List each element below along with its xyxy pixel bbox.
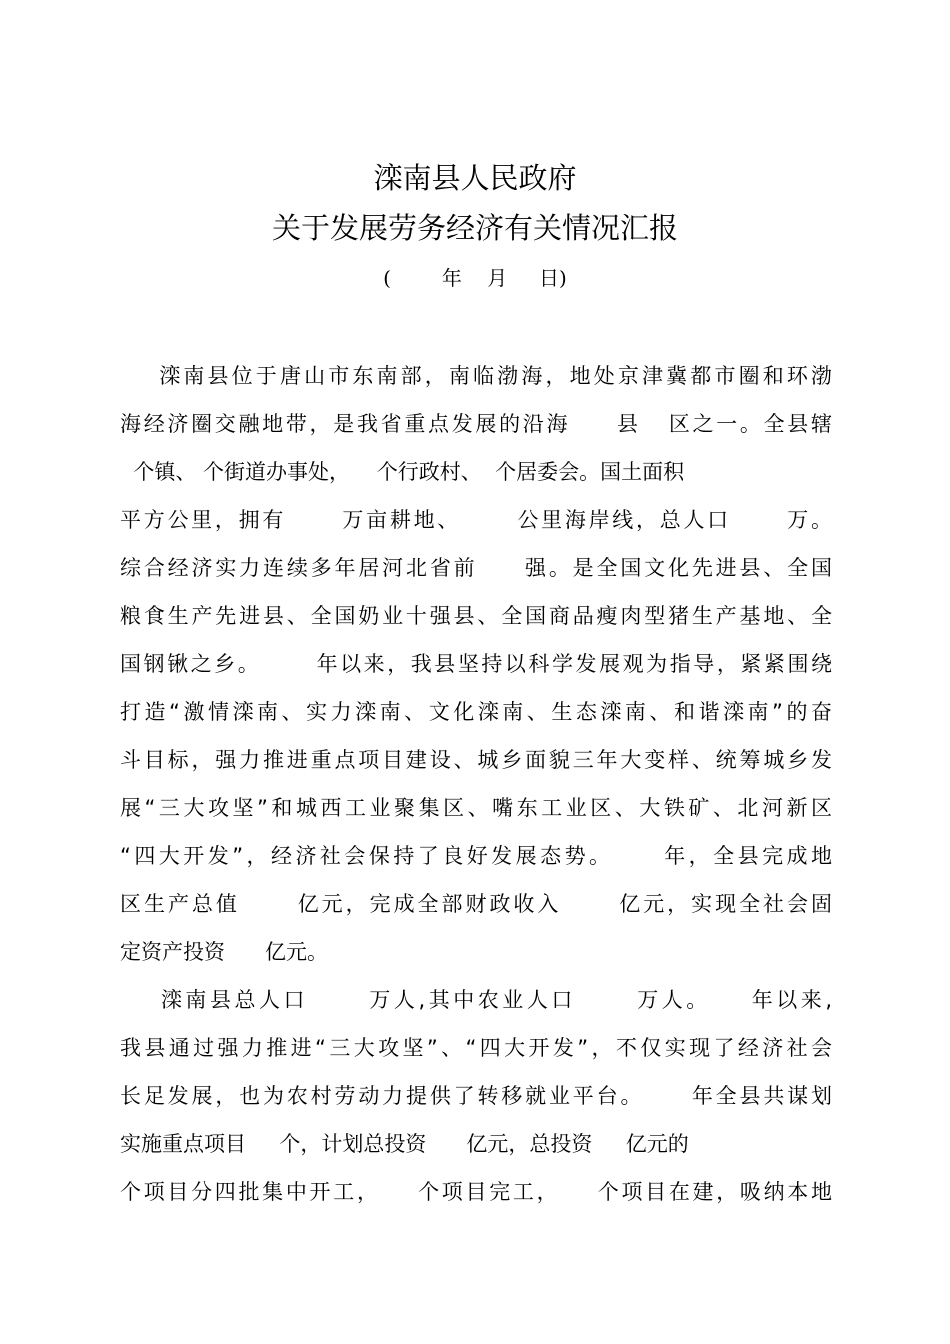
text-line: 区生产总值 亿元，完成全部财政收入 亿元，实现全社会固 [120,892,832,916]
text-line: 展“三大攻坚”和城西工业聚集区、嘴东工业区、大铁矿、北河新区 [120,796,832,820]
text-line: 个镇、 个街道办事处， 个行政村、 个居委会。国土面积 [120,460,685,484]
text-line: 个项目分四批集中开工， 个项目完工， 个项目在建，吸纳本地 [120,1180,832,1204]
text-line: “四大开发”，经济社会保持了良好发展态势。 年，全县完成地 [120,844,832,868]
text-line: 长足发展，也为农村劳动力提供了转移就业平台。 年全县共谋划 [120,1084,832,1108]
text-line: 我县通过强力推进“三大攻坚”、“四大开发”，不仅实现了经济社会 [120,1036,832,1060]
document-title-line2: 关于发展劳务经济有关情况汇报 [271,211,678,245]
text-line: 综合经济实力连续多年居河北省前 强。是全国文化先进县、全国 [120,556,832,580]
text-line: 滦南县总人口 万人,其中农业人口 万人。 年以来, [120,988,832,1012]
text-line: 平方公里，拥有 万亩耕地、 公里海岸线，总人口 万。 [120,508,832,532]
text-line: 定资产投资 亿元。 [120,940,329,964]
text-line: 实施重点项目 个，计划总投资 亿元，总投资 亿元的 [120,1132,689,1156]
document-date-line: ( 年 月 日) [383,266,567,290]
text-line: 滦南县位于唐山市东南部，南临渤海，地处京津冀都市圈和环渤 [120,364,832,388]
text-line: 粮食生产先进县、全国奶业十强县、全国商品瘦肉型猪生产基地、全 [120,604,832,628]
text-line: 海经济圈交融地带，是我省重点发展的沿海 县 区之一。全县辖 [120,412,832,436]
text-line: 斗目标，强力推进重点项目建设、城乡面貌三年大变样、统筹城乡发 [120,748,832,772]
document-title-line1: 滦南县人民政府 [373,161,577,195]
text-line: 国钢锹之乡。 年以来，我县坚持以科学发展观为指导，紧紧围绕 [120,652,832,676]
text-line: 打造“激情滦南、实力滦南、文化滦南、生态滦南、和谐滦南”的奋 [120,700,832,724]
